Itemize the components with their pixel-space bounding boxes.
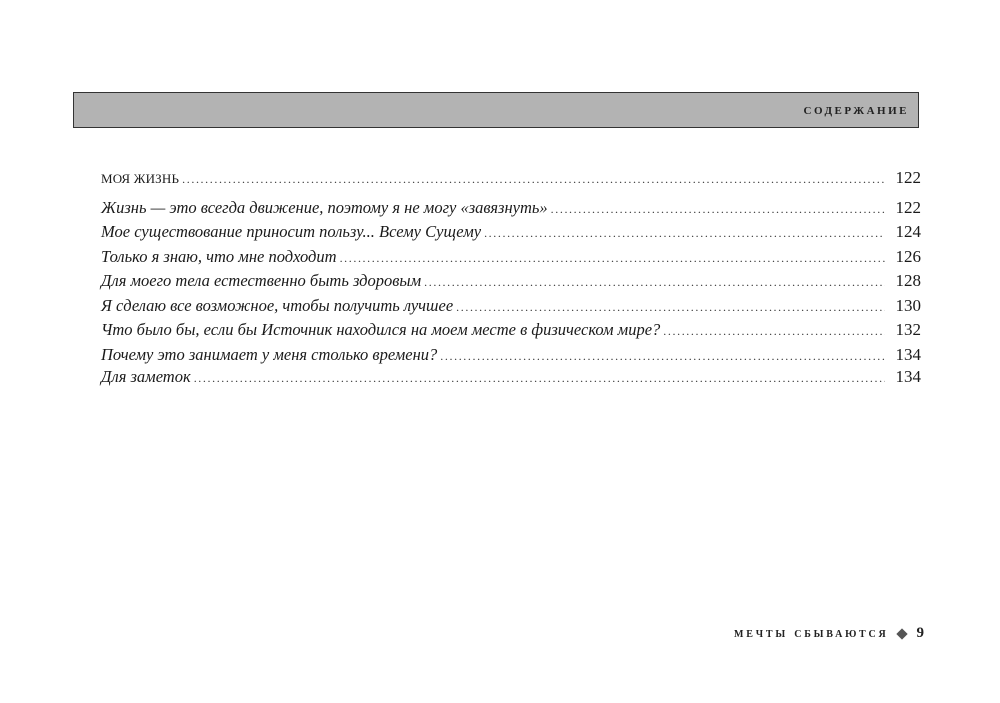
toc-page-number: 134 xyxy=(895,344,921,364)
toc-leader-dots xyxy=(663,319,885,344)
toc-entry[interactable] xyxy=(101,245,921,270)
toc-entry-title: Жизнь — это всегда движение, поэтому я не могу «завязнуть» xyxy=(101,197,548,217)
toc-entry-title: Мое существование приносит пользу... Всему Сущему xyxy=(101,222,482,241)
page-footer xyxy=(734,625,924,642)
toc-leader-dots xyxy=(424,270,885,295)
running-book-title: мечты сбываются xyxy=(734,625,889,641)
toc-entry[interactable] xyxy=(101,294,921,319)
diamond-icon xyxy=(896,628,907,639)
toc-entry[interactable] xyxy=(101,220,921,245)
page-number: 9 xyxy=(916,625,924,641)
toc-entry-title: Для моего тела естественно быть здоровым xyxy=(101,271,422,290)
toc-entry-title: Я сделаю все возможное, чтобы получить лучшее xyxy=(101,295,454,315)
toc-page-number: 128 xyxy=(895,271,921,290)
toc-leader-dots xyxy=(194,369,885,388)
toc-leader-dots xyxy=(340,246,885,271)
section-header-bar xyxy=(73,92,919,128)
section-title: содержание xyxy=(803,101,909,118)
toc-entry-title: Что было бы, если бы Источник находился на моем месте в физическом мире? xyxy=(101,320,661,339)
toc-page-number: 122 xyxy=(895,197,921,217)
table-of-contents xyxy=(101,166,921,386)
toc-entry[interactable] xyxy=(101,269,921,294)
toc-entry-title: Почему это занимает у меня столько времени? xyxy=(101,344,438,364)
toc-entry[interactable] xyxy=(101,318,921,343)
toc-entry[interactable] xyxy=(101,343,921,368)
toc-section-title: МОЯ ЖИЗНЬ xyxy=(101,171,180,186)
toc-leader-dots xyxy=(551,197,885,222)
toc-page-number: 122 xyxy=(895,168,921,187)
toc-leader-dots xyxy=(182,167,885,192)
toc-entry[interactable] xyxy=(101,166,921,191)
toc-page-number: 134 xyxy=(895,367,921,386)
toc-page-number: 124 xyxy=(895,222,921,241)
toc-entry[interactable] xyxy=(101,367,921,386)
toc-page-number: 130 xyxy=(895,295,921,315)
toc-entry[interactable] xyxy=(101,196,921,221)
toc-leader-dots xyxy=(456,295,885,320)
toc-leader-dots xyxy=(440,344,885,369)
toc-entry-title: Для заметок xyxy=(101,367,191,386)
toc-page-number: 132 xyxy=(895,320,921,339)
toc-page-number: 126 xyxy=(895,246,921,266)
toc-leader-dots xyxy=(484,221,885,246)
toc-entry-title: Только я знаю, что мне подходит xyxy=(101,246,337,266)
